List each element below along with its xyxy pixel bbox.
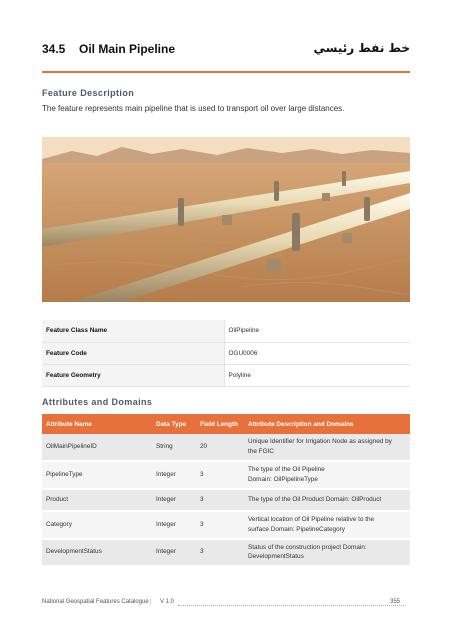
feature-description-text: The feature represents main pipeline that is used to transport oil over large distances. (42, 104, 345, 113)
description-line: surface Domain: PipelineCategory (248, 525, 345, 533)
section-title: Oil Main Pipeline (79, 42, 176, 56)
attribute-length: 3 (196, 539, 244, 567)
table-row (42, 539, 410, 567)
table-row (42, 320, 410, 342)
attribute-name: Product (42, 489, 152, 511)
property-key: Feature Class Name (42, 320, 224, 342)
attribute-length: 3 (196, 511, 244, 539)
attribute-length: 20 (196, 434, 244, 461)
page-number: 355 (389, 599, 400, 605)
table-row (42, 364, 410, 386)
attribute-type: Integer (152, 539, 196, 567)
table-header-row (42, 414, 410, 434)
feature-properties-table (42, 320, 410, 387)
attribute-name: DevelopmentStatus (42, 539, 152, 567)
attribute-description: The type of the Oil Product Domain: OilProduct (244, 489, 410, 511)
table-row (42, 461, 410, 489)
table-row (42, 489, 410, 511)
description-line: DevelopmentStatus (248, 553, 304, 561)
table-row (42, 434, 410, 461)
attribute-type: Integer (152, 461, 196, 489)
footer-title: National Geospatial Features Catalogue (42, 599, 149, 605)
table-row (42, 342, 410, 364)
attribute-name: Category (42, 511, 152, 539)
attributes-table (42, 414, 410, 567)
section-number: 34.5 (42, 42, 66, 56)
section-title-arabic: خط نفط رئيسي (313, 41, 410, 55)
attribute-type: Integer (152, 489, 196, 511)
page-footer (42, 599, 410, 611)
pipeline-photo (42, 137, 410, 302)
column-header: Attribute Name (42, 414, 152, 434)
table-row (42, 511, 410, 539)
description-line: Status of the construction project Domain: (248, 543, 367, 551)
attribute-length: 3 (196, 461, 244, 489)
attributes-heading: Attributes and Domains (42, 397, 153, 407)
footer-dotted-leader (178, 598, 404, 606)
property-value: OilPipeline (224, 320, 410, 342)
property-value: OGU0006 (224, 342, 410, 364)
description-line: The type of the Oil Pipeline (248, 465, 325, 473)
column-header: Attribute Description and Domains (244, 414, 410, 434)
attribute-name: PipelineType (42, 461, 152, 489)
attribute-description (244, 511, 410, 539)
attribute-type: String (152, 434, 196, 461)
column-header: Field Length (196, 414, 244, 434)
property-key: Feature Code (42, 342, 224, 364)
attribute-length: 3 (196, 489, 244, 511)
attribute-description (244, 434, 410, 461)
attribute-type: Integer (152, 511, 196, 539)
pipeline-illustration (42, 137, 410, 302)
attribute-description (244, 461, 410, 489)
header-divider (42, 71, 410, 73)
section-header (42, 40, 410, 62)
property-value: Polyline (224, 364, 410, 386)
description-line: Vertical location of Oil Pipeline relative to the (248, 515, 375, 523)
footer-version: V 1.0 (160, 599, 175, 605)
attribute-description (244, 539, 410, 567)
property-key: Feature Geometry (42, 364, 224, 386)
footer-separator: | (150, 599, 152, 605)
description-line: the FGIC (248, 447, 274, 455)
feature-description-heading: Feature Description (42, 88, 135, 98)
column-header: Data Type (152, 414, 196, 434)
description-line: Domain: OilPipelineType (248, 475, 318, 483)
attribute-name: OilMainPipelineID (42, 434, 152, 461)
description-line: Unique Identifier for Irrigation Node as assigned by (248, 438, 392, 445)
